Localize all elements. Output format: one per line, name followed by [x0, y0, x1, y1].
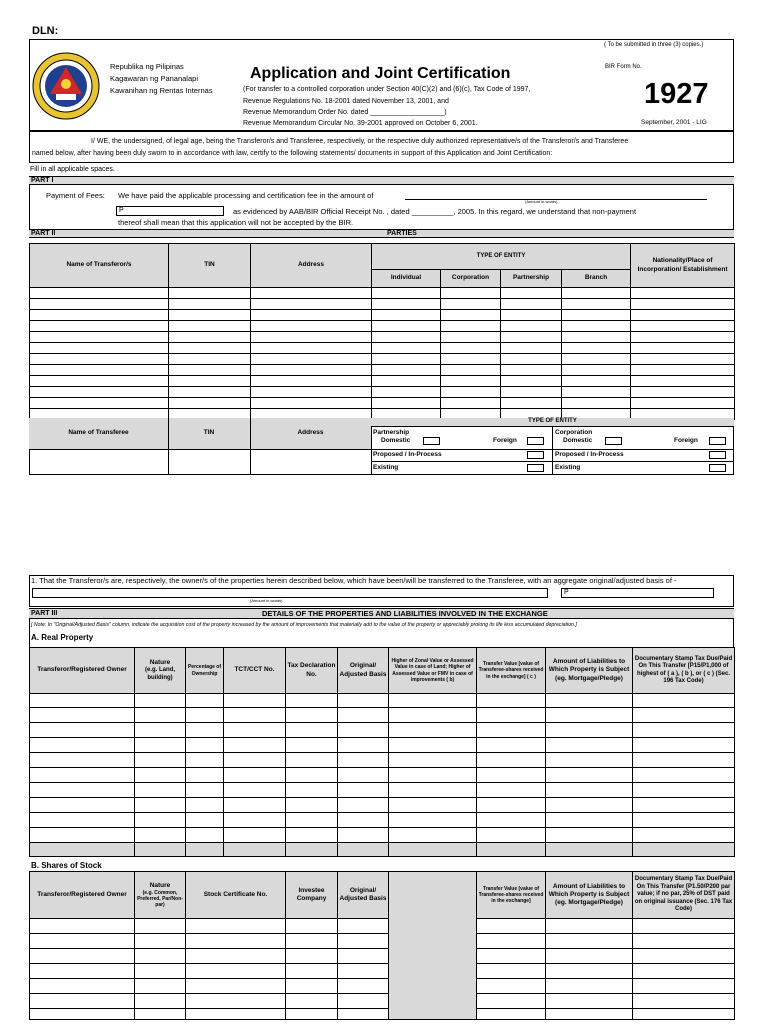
transferee-corporation-domestic: Domestic — [563, 437, 593, 444]
partnership-domestic-checkbox[interactable] — [423, 437, 440, 445]
partnership-existing-label: Existing — [373, 464, 399, 471]
col-rp-percentage: Percentage of Ownership — [187, 664, 222, 677]
intro-box — [29, 131, 734, 163]
transferee-partnership-domestic: Domestic — [381, 437, 411, 444]
col-rp-tct: TCT/CCT No. — [234, 666, 275, 674]
intro-line-2: named below, after having been duly sworn to in accordance with law, certify to the following statements/ documents in support of this Application and Joint Certification: — [32, 150, 553, 157]
form-number: 1927 — [644, 78, 709, 110]
agency-line-2: Kagawaran ng Pananalapi — [110, 74, 198, 83]
col-individual: Individual — [390, 274, 422, 282]
col-type-of-entity: TYPE OF ENTITY — [476, 252, 526, 259]
col-ss-liabilities: Amount of Liabilities to Which Property is Subject (eg. Mortgage/Pledge) — [548, 882, 630, 907]
fee-amount-field[interactable]: P — [116, 206, 224, 216]
form-title: Application and Joint Certification — [250, 65, 511, 82]
col-rp-nature-title: Nature — [149, 658, 171, 666]
part1-right-edge — [733, 185, 734, 230]
corporation-proposed-checkbox[interactable] — [709, 451, 726, 459]
shares-of-stock-table — [29, 871, 735, 1020]
col-ss-dst: Documentary Stamp Tax Due/Paid On This Transfer [P1.50/P200 par value; if no par, 25% of DST paid on original issuance (Sec. 176 Tax Code) — [634, 876, 733, 913]
transferor-rows[interactable] — [30, 288, 735, 420]
col-transferee-address: Address — [297, 429, 324, 437]
col-ss-certificate: Stock Certificate No. — [203, 890, 268, 898]
part1-bar — [29, 176, 734, 185]
section-b-label: B. Shares of Stock — [31, 861, 102, 870]
part2-bar — [29, 229, 734, 238]
parties-label: PARTIES — [387, 230, 417, 237]
transferee-partnership-foreign: Foreign — [493, 437, 517, 444]
col-rp-nature — [135, 649, 185, 693]
col-ss-nature-sub: (e.g. Common, Preferred, Par/Non-par) — [137, 889, 183, 909]
part3-note: [ Note: In "Original/Adjusted Basis" column, indicate the acquisition cost of the property increased by the amount of improvements that materially add to the value of the property or appreciably prolong its life less accumulated depreciation.] — [31, 622, 577, 628]
form-date: September, 2001 - LIG — [641, 119, 707, 126]
payment-text: We have paid the applicable processing and certification fee in the amount of — [118, 191, 374, 200]
tr-sep-4 — [552, 426, 553, 475]
col-transferor-name: Name of Transferor/s — [66, 261, 132, 269]
part3-left-edge — [29, 619, 30, 647]
transferee-corporation-label: Corporation — [555, 429, 593, 436]
col-rp-basis: Original/ Adjusted Basis — [339, 662, 387, 678]
item1-amount-words-caption: (Amount in words) — [250, 598, 283, 603]
copies-note: ( To be submitted in three (3) copies.) — [604, 42, 704, 48]
item1-amount-field[interactable]: P — [561, 588, 714, 598]
transferor-table — [29, 243, 735, 420]
item1-amount-words-field[interactable] — [32, 588, 548, 598]
part3-title: DETAILS OF THE PROPERTIES AND LIABILITIES INVOLVED IN THE EXCHANGE — [262, 609, 548, 618]
col-transferee-type: TYPE OF ENTITY — [528, 418, 577, 425]
col-rp-taxdec: Tax Declaration No. — [287, 662, 336, 678]
col-rp-liabilities: Amount of Liabilities to Which Property is Subject (eg. Mortgage/Pledge) — [548, 658, 630, 682]
tr-type-line — [371, 426, 734, 427]
col-rp-transfer-value: Transfer Value [value of Transferee-shares received in the exchange] ( c ) — [478, 661, 544, 680]
part1-label: PART I — [31, 177, 54, 184]
fill-note: Fill in all applicable spaces. — [30, 166, 115, 173]
col-transferee-name: Name of Transferee — [68, 429, 129, 437]
corporation-foreign-checkbox[interactable] — [709, 437, 726, 445]
col-rp-nature-sub: (e.g. Land, building) — [145, 667, 175, 681]
payment-label: Payment of Fees: — [46, 191, 105, 200]
col-rp-owner: Transferor/Registered Owner — [37, 666, 127, 674]
corporation-existing-label: Existing — [555, 464, 581, 471]
dln-label: DLN: — [32, 25, 59, 37]
transferee-partnership-label: Partnership — [373, 429, 410, 436]
col-branch: Branch — [584, 274, 608, 282]
col-ss-owner: Transferor/Registered Owner — [37, 890, 127, 898]
col-rp-dst: Documentary Stamp Tax Due/Paid On This Transfer [P15/P1,000 of highest of ( a ), ( b ), or ( c ) (Sec. 196 Tax Code) — [634, 655, 733, 684]
col-ss-nature-title: Nature — [149, 881, 171, 889]
col-nationality: Nationality/Place of Incorporation/ Establishment — [637, 257, 728, 273]
part1-left-edge — [29, 185, 30, 230]
col-ss-nature — [135, 873, 185, 918]
part3-label: PART III — [31, 610, 58, 617]
subtitle-line-2: Revenue Regulations No. 18-2001 dated November 13, 2001, and — [243, 98, 449, 105]
col-rp-zonal: Higher of Zonal Value or Assessed Value in case of Land; Higher of Assessed Value or FMV in case of improvements ( b) — [391, 658, 474, 683]
col-corporation: Corporation — [451, 274, 490, 282]
corporation-proposed-label: Proposed / In-Process — [555, 451, 624, 458]
evidenced-text: as evidenced by AAB/BIR Official Receipt No. , dated __________, 2005. In this regard, we understand that non-payment — [233, 207, 637, 216]
bir-seal — [32, 52, 100, 120]
transferee-corporation-foreign: Foreign — [674, 437, 698, 444]
form-label: BIR Form No. — [605, 64, 642, 70]
col-transferor-address: Address — [297, 261, 324, 269]
partnership-existing-checkbox[interactable] — [527, 464, 544, 472]
part3-right-edge — [733, 619, 734, 647]
item1-text: 1. That the Transferor/s are, respectively, the owner/s of the properties herein described below, which have been/will be transferred to the Transferee, with an aggregate original/adjusted basis of - — [31, 576, 677, 585]
subtitle-line-3: Revenue Memorandum Order No. dated ___________________) — [243, 109, 447, 116]
col-transferee-tin: TIN — [203, 429, 215, 437]
intro-line-1: I/ WE, the undersigned, of legal age, being the Transferor/s and Transferee, respectively, or the respective duly authorized representative/s of the Transferor/s and Transferee — [91, 138, 629, 145]
col-partnership: Partnership — [512, 274, 550, 282]
subtitle-line-1: (For transfer to a controlled corporation under Section 40(C)(2) and (6)(c), Tax Code of 1997, — [243, 86, 531, 93]
corporation-domestic-checkbox[interactable] — [605, 437, 622, 445]
real-property-rows[interactable] — [30, 694, 735, 857]
evidenced-text-2: thereof shall mean that this application will not be accepted by the BIR. — [118, 218, 354, 227]
col-ss-investee: Investee Company — [296, 886, 327, 902]
agency-line-1: Republika ng Pilipinas — [110, 62, 184, 71]
real-property-table — [29, 647, 735, 857]
col-ss-basis: Original/ Adjusted Basis — [339, 886, 387, 902]
tr-header-bottom — [29, 449, 734, 450]
amount-words-caption: (Amount in words) — [525, 199, 558, 204]
ss-shaded-column — [389, 872, 477, 1020]
col-transferor-tin: TIN — [204, 261, 215, 269]
subtitle-line-4: Revenue Memorandum Circular No. 39-2001 approved on October 6, 2001. — [243, 120, 478, 127]
col-ss-transfer-value: Transfer Value [value of Transferee-shares received in the exchange] — [478, 885, 544, 905]
partnership-foreign-checkbox[interactable] — [527, 437, 544, 445]
partnership-proposed-checkbox[interactable] — [527, 451, 544, 459]
form-header — [29, 39, 734, 131]
corporation-existing-checkbox[interactable] — [709, 464, 726, 472]
section-a-label: A. Real Property — [31, 633, 94, 642]
agency-line-3: Kawanihan ng Rentas Internas — [110, 86, 213, 95]
part2-label: PART II — [31, 230, 56, 237]
tr-mid-line — [371, 461, 734, 462]
partnership-proposed-label: Proposed / In-Process — [373, 451, 442, 458]
